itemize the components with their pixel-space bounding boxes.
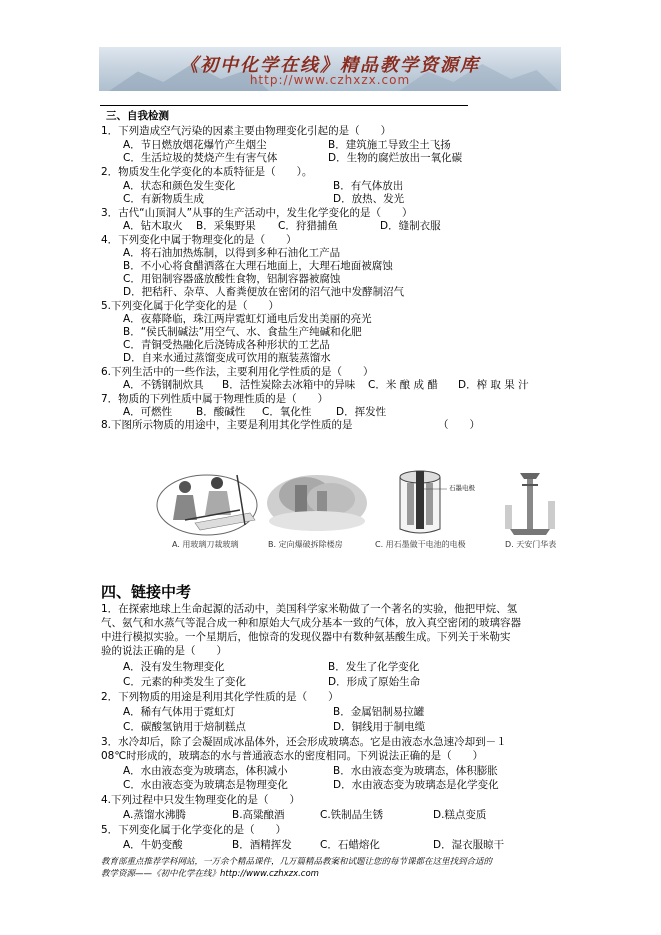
option-a: A．将石油加热炼制，以得到多种石油化工产品 bbox=[123, 247, 341, 259]
option-a: A．水由液态变为玻璃态，体积减小 bbox=[123, 765, 288, 777]
option-a: A．节日燃放烟花爆竹产生烟尘 bbox=[123, 139, 267, 151]
question-stem: 3．水冷却后，除了会凝固成冰晶体外，还会形成玻璃态。它是由液态水急速冷却到－１ bbox=[101, 736, 507, 748]
option-a: A．钻木取火 bbox=[123, 220, 183, 232]
divider bbox=[100, 105, 468, 106]
question-stem: 中进行模拟实验。一个星期后，他惊奇的发现仪器中有数种氨基酸生成。下列关于米勒实 bbox=[101, 631, 511, 643]
option-d: D．形成了原始生命 bbox=[328, 676, 421, 688]
option-d: D．自来水通过蒸馏变成可饮用的瓶装蒸馏水 bbox=[123, 352, 331, 364]
option-a: A．可燃性 bbox=[123, 406, 173, 418]
option-a: A．稀有气体用于霓虹灯 bbox=[123, 706, 236, 718]
option-b: B．建筑施工导致尘土飞扬 bbox=[328, 139, 451, 151]
footer-note: 教学资源——《初中化学在线》http://www.czhxzx.com bbox=[101, 869, 319, 879]
option-c: C．狩猎捕鱼 bbox=[278, 220, 338, 232]
figure-huabiao bbox=[500, 465, 560, 537]
option-b: B．金属铝制易拉罐 bbox=[333, 706, 425, 718]
section-heading: 三、自我检测 bbox=[106, 110, 169, 122]
option-c: C．氧化性 bbox=[262, 406, 312, 418]
question-stem: 4.下列过程中只发生物理变化的是（ ） bbox=[101, 794, 301, 806]
option-d: D．水由液态变为玻璃态是化学变化 bbox=[333, 779, 499, 791]
figure-glass-cutting bbox=[155, 465, 260, 537]
figure-caption-b: B. 定向爆破拆除楼房 bbox=[268, 540, 343, 549]
option-c: C．碳酸氢钠用于焙制糕点 bbox=[123, 721, 246, 733]
question-stem: 7．物质的下列性质中属于物理性质的是（ ） bbox=[101, 393, 329, 405]
option-b: B.高粱酿酒 bbox=[232, 809, 285, 821]
option-a: A．夜幕降临，珠江两岸霓虹灯通电后发出美丽的亮光 bbox=[123, 313, 372, 325]
banner-title: 《初中化学在线》精品教学资源库 bbox=[180, 55, 480, 76]
option-b: B．酒精挥发 bbox=[232, 839, 292, 851]
option-d: D．把秸秆、杂草、人畜粪便放在密闭的沼气池中发酵制沼气 bbox=[123, 286, 405, 298]
option-d: D.糕点变质 bbox=[433, 809, 487, 821]
option-c: C．青铜受热融化后浇铸成各种形状的工艺品 bbox=[123, 339, 330, 351]
question-stem: 验的说法正确的是（ ） bbox=[101, 645, 227, 657]
option-b: B．发生了化学变化 bbox=[328, 661, 420, 673]
question-stem: 2．物质发生化学变化的本质特征是（ ）。 bbox=[101, 166, 313, 178]
footer-note: 教育部重点推荐学科网站，一万余个精品课件，几万篇精品教案和试题让您的每节课都在这里找到合适的 bbox=[101, 857, 493, 867]
question-stem: 1．下列造成空气污染的因素主要由物理变化引起的是（ ） bbox=[101, 125, 392, 137]
question-stem: 8.下图所示物质的用途中，主要是利用其化学性质的是 bbox=[101, 419, 353, 431]
section-heading: 四、链接中考 bbox=[101, 583, 192, 601]
option-b: B．“侯氏制碱法”用空气、水、食盐生产纯碱和化肥 bbox=[123, 326, 362, 338]
option-c: C．用铝制容器盛放酸性食物，铝制容器被腐蚀 bbox=[123, 273, 341, 285]
option-d: D．缝制衣服 bbox=[380, 220, 441, 232]
question-stem: 6.下列生活中的一些作法，主要利用化学性质的是（ ） bbox=[101, 366, 374, 378]
option-d: D．铜线用于制电缆 bbox=[333, 721, 426, 733]
option-b: B．采集野果 bbox=[196, 220, 256, 232]
option-b: B．不小心将食醋洒落在大理石地面上，大理石地面被腐蚀 bbox=[123, 260, 393, 272]
option-d: D．生物的腐烂放出一氧化碳 bbox=[328, 152, 463, 164]
option-c: C．石蜡熔化 bbox=[320, 839, 380, 851]
option-d: D．挥发性 bbox=[336, 406, 387, 418]
option-b: B．水由液态变为玻璃态，体积膨胀 bbox=[333, 765, 498, 777]
option-a: A.蒸馏水沸腾 bbox=[123, 809, 186, 821]
question-stem: 2．下列物质的用途是利用其化学性质的是（ ） bbox=[101, 691, 339, 703]
option-d: D．榨 取 果 汁 bbox=[458, 379, 529, 391]
option-c: C．元素的种类发生了变化 bbox=[123, 676, 246, 688]
option-a: A．牛奶变酸 bbox=[123, 839, 183, 851]
option-c: C．有新物质生成 bbox=[123, 193, 204, 205]
question-stem: 5.下列变化属于化学变化的是（ ） bbox=[101, 300, 280, 312]
option-b: B．有气体放出 bbox=[333, 180, 404, 192]
banner-url[interactable]: http://www.czhxzx.com bbox=[249, 73, 411, 87]
answer-paren: （ ） bbox=[438, 419, 480, 431]
question-stem: 08℃时形成的，玻璃态的水与普通液态水的密度相同。下列说法正确的是（ ） bbox=[101, 750, 484, 762]
option-b: B．酸碱性 bbox=[196, 406, 246, 418]
question-stem: 1．在探索地球上生命起源的活动中，美国科学家米勒做了一个著名的实验，他把甲烷、氢 bbox=[101, 603, 518, 615]
graphite-label: 石墨电极 bbox=[449, 484, 475, 492]
figure-demolition bbox=[265, 465, 370, 537]
option-a: A．不锈钢制炊具 bbox=[123, 379, 204, 391]
header-banner bbox=[99, 47, 561, 91]
figure-caption-d: D. 天安门华表 bbox=[505, 540, 557, 549]
option-a: A．没有发生物理变化 bbox=[123, 661, 225, 673]
question-stem: 5．下列变化属于化学变化的是（ ） bbox=[101, 824, 287, 836]
option-c: C．水由液态变为玻璃态是物理变化 bbox=[123, 779, 288, 791]
figure-caption-a: A. 用玻璃刀裁玻璃 bbox=[172, 540, 239, 549]
question-stem: 气、氨气和水蒸气等混合成一种和原始大气成分基本一致的气体，放入真空密闭的玻璃容器 bbox=[101, 617, 521, 629]
option-b: B．活性炭除去冰箱中的异味 bbox=[222, 379, 356, 391]
question-stem: 3．古代“山顶洞人”从事的生产活动中，发生化学变化的是（ ） bbox=[101, 207, 413, 219]
question-stem: 4．下列变化中属于物理变化的是（ ） bbox=[101, 234, 297, 246]
option-c: C．生活垃圾的焚烧产生有害气体 bbox=[123, 152, 278, 164]
figure-dry-battery bbox=[395, 465, 495, 537]
option-a: A．状态和颜色发生变化 bbox=[123, 180, 236, 192]
option-d: D．湿衣服晾干 bbox=[433, 839, 505, 851]
figure-caption-c: C. 用石墨做干电池的电极 bbox=[375, 540, 466, 549]
option-c: C．米 酿 成 醋 bbox=[368, 379, 438, 391]
option-d: D．放热、发光 bbox=[333, 193, 405, 205]
option-c: C.铁制品生锈 bbox=[320, 809, 384, 821]
